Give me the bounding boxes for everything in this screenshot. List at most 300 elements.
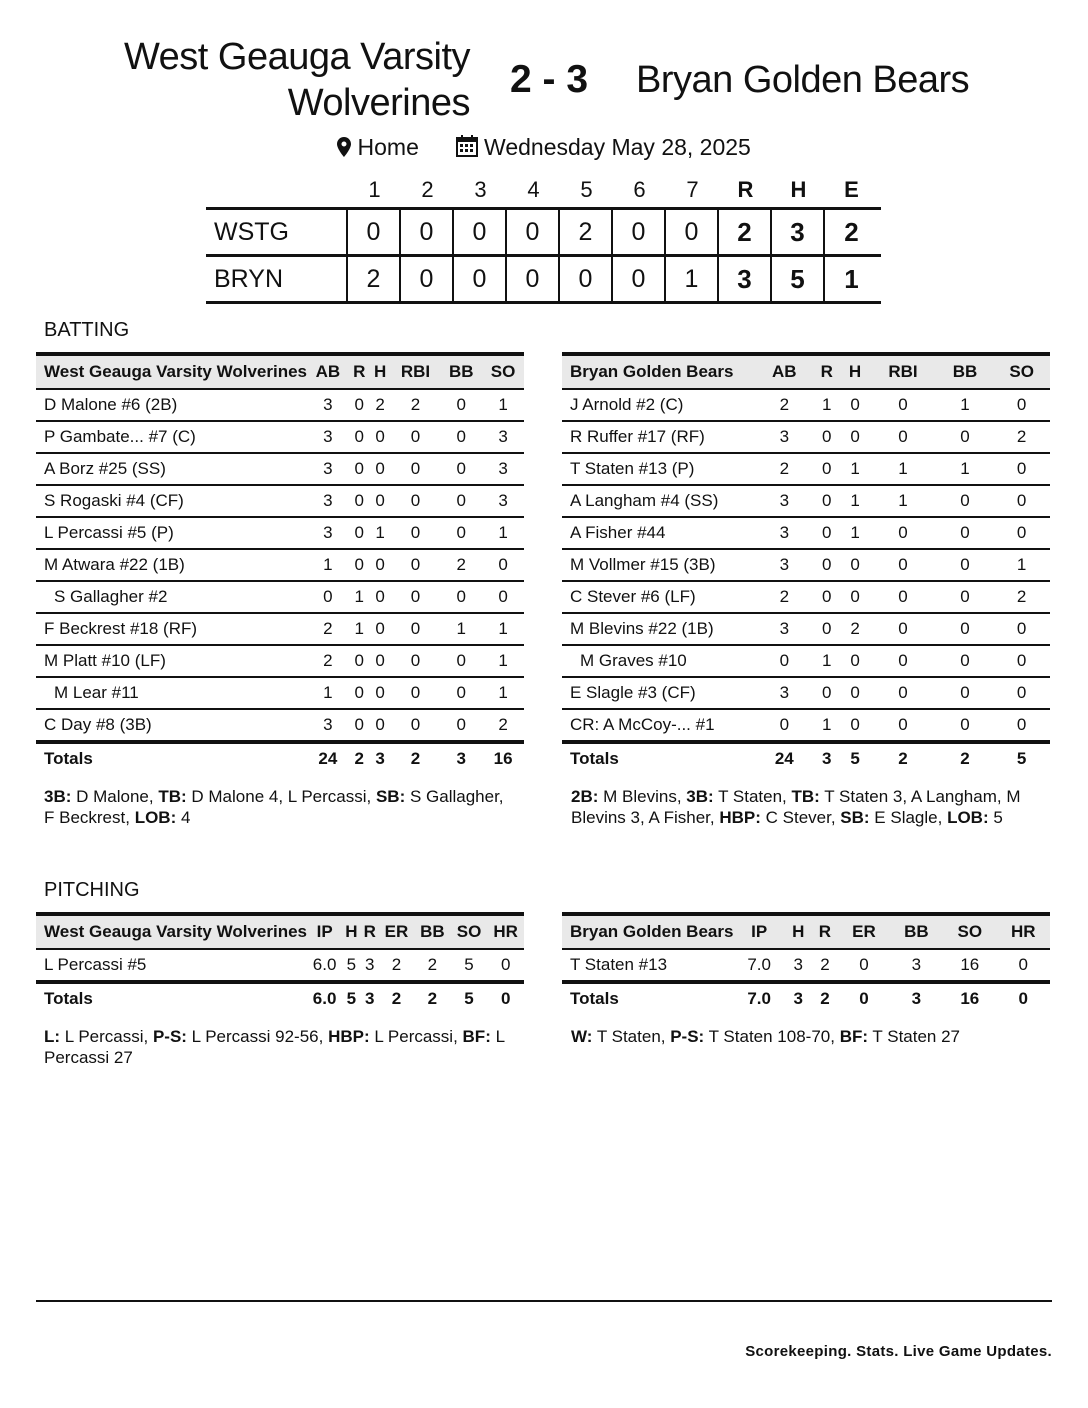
inning-runs: 0 (348, 210, 401, 254)
player-name: T Staten #13 (562, 949, 733, 982)
note-key: BF: (462, 1027, 491, 1046)
table-row (562, 581, 1050, 613)
stat-cell: 3 (307, 517, 349, 549)
total-stat-cell: 5 (451, 982, 488, 1014)
stat-column-header: RBI (391, 354, 441, 389)
total-stat-cell: 3 (370, 742, 391, 774)
inning-runs: 0 (401, 210, 454, 254)
player-name: M Graves #10 (562, 645, 756, 677)
stat-cell: 0 (993, 517, 1050, 549)
stat-cell: 0 (869, 549, 937, 581)
note-key: 2B: (571, 787, 599, 806)
table-row (36, 517, 524, 549)
stat-cell: 0 (349, 549, 370, 581)
stat-cell: 1 (482, 389, 524, 421)
table-header-row (562, 914, 1050, 949)
stat-cell: 3 (482, 453, 524, 485)
batting-notes-away (44, 786, 514, 828)
note-value: L Percassi, (369, 1027, 463, 1046)
stat-cell: 1 (349, 613, 370, 645)
inning-label: 6 (633, 177, 646, 202)
table-row (562, 645, 1050, 677)
stat-cell: 0 (841, 677, 869, 709)
stat-cell: 0 (869, 613, 937, 645)
table-row (562, 549, 1050, 581)
stat-cell: 0 (349, 421, 370, 453)
total-hits: 3 (772, 210, 825, 254)
player-name: D Malone #6 (2B) (36, 389, 307, 421)
stat-cell: 0 (349, 677, 370, 709)
stat-cell: 0 (482, 549, 524, 581)
inning-label: 5 (580, 177, 593, 202)
note-key: HBP: (719, 808, 761, 827)
stat-cell: 1 (841, 517, 869, 549)
stat-column-header: H (785, 914, 812, 949)
stat-column-header: ER (838, 914, 889, 949)
total-stat-cell: 5 (342, 982, 360, 1014)
total-errors: 1 (844, 263, 859, 294)
stat-cell: 3 (307, 389, 349, 421)
table-row (36, 677, 524, 709)
stat-cell: 0 (937, 581, 994, 613)
table-row (36, 549, 524, 581)
stat-column-header: R (349, 354, 370, 389)
stat-column-header: R (812, 914, 839, 949)
stat-cell: 0 (869, 421, 937, 453)
stat-cell: 0 (440, 581, 482, 613)
stat-cell: 3 (307, 709, 349, 742)
inning-label: 3 (474, 177, 487, 202)
stat-cell: 2 (414, 949, 451, 982)
note-key: SB: (375, 787, 406, 806)
total-stat-cell: 2 (379, 982, 414, 1014)
player-name: P Gambate... #7 (C) (36, 421, 307, 453)
player-name: R Ruffer #17 (RF) (562, 421, 756, 453)
table-row (36, 485, 524, 517)
note-value: T Staten, (713, 787, 792, 806)
stat-cell: 0 (391, 645, 441, 677)
inning-runs: 0 (507, 210, 560, 254)
table-row (562, 485, 1050, 517)
inning-label: 4 (527, 177, 540, 202)
stat-column-header: IP (307, 914, 342, 949)
stat-cell: 0 (993, 613, 1050, 645)
stat-cell: 2 (841, 613, 869, 645)
stat-cell: 1 (813, 389, 841, 421)
totals-row (36, 742, 524, 774)
player-name: A Fisher #44 (562, 517, 756, 549)
home-team-name: Bryan Golden Bears (636, 59, 970, 101)
total-stat-cell: 0 (487, 982, 524, 1014)
game-score: 2 - 3 (510, 58, 589, 101)
hits-label: H (790, 177, 807, 202)
stat-cell: 0 (937, 517, 994, 549)
totals-row (562, 982, 1050, 1014)
stat-column-header: SO (943, 914, 996, 949)
total-stat-cell: 0 (997, 982, 1050, 1014)
stat-cell: 0 (841, 389, 869, 421)
stat-cell: 0 (869, 645, 937, 677)
table-row (562, 517, 1050, 549)
line-score (206, 173, 881, 304)
totals-label: Totals (562, 742, 756, 774)
note-value: L Percassi 27 (44, 1027, 505, 1067)
stat-cell: 3 (756, 485, 813, 517)
stat-cell: 0 (349, 709, 370, 742)
stat-cell: 0 (440, 485, 482, 517)
line-score-header (206, 173, 881, 207)
inning-runs: 1 (666, 257, 719, 301)
stat-column-header: SO (993, 354, 1050, 389)
errors-label: E (844, 177, 859, 202)
runs-label: R (737, 177, 754, 202)
note-value: 4 (176, 808, 191, 827)
note-key: 3B: (44, 787, 72, 806)
stat-cell: 0 (841, 581, 869, 613)
stat-cell: 3 (482, 421, 524, 453)
stat-cell: 0 (440, 709, 482, 742)
table-row (36, 581, 524, 613)
note-value: D Malone 4, L Percassi, (186, 787, 376, 806)
stat-cell: 0 (349, 645, 370, 677)
total-stat-cell: 2 (937, 742, 994, 774)
stat-cell: 0 (993, 645, 1050, 677)
stat-cell: 3 (307, 421, 349, 453)
batting-table-home (562, 352, 1050, 774)
stat-cell: 0 (487, 949, 524, 982)
stat-cell: 1 (370, 517, 391, 549)
note-value: T Staten 108-70, (704, 1027, 840, 1046)
stat-cell: 0 (813, 421, 841, 453)
stat-cell: 3 (756, 421, 813, 453)
note-key: TB: (158, 787, 187, 806)
note-key: SB: (840, 808, 870, 827)
stat-cell: 0 (440, 453, 482, 485)
stat-cell: 0 (756, 709, 813, 742)
player-name: F Beckrest #18 (RF) (36, 613, 307, 645)
total-stat-cell: 2 (391, 742, 441, 774)
stat-cell: 2 (307, 613, 349, 645)
stat-cell: 0 (869, 581, 937, 613)
inning-runs: 0 (507, 257, 560, 301)
stat-cell: 0 (370, 485, 391, 517)
stat-cell: 1 (307, 677, 349, 709)
note-key: 3B: (686, 787, 714, 806)
total-stat-cell: 3 (813, 742, 841, 774)
note-value: E Slagle, (869, 808, 948, 827)
table-row (36, 613, 524, 645)
stat-cell: 0 (391, 549, 441, 581)
stat-cell: 1 (841, 485, 869, 517)
note-key: BF: (839, 1027, 869, 1046)
stat-cell: 1 (869, 453, 937, 485)
stat-cell: 0 (307, 581, 349, 613)
batting-table-away (36, 352, 524, 774)
inning-runs: 0 (613, 257, 666, 301)
stat-cell: 1 (482, 613, 524, 645)
stat-cell: 1 (813, 645, 841, 677)
total-stat-cell: 24 (307, 742, 349, 774)
stat-cell: 0 (391, 709, 441, 742)
stat-column-header: BB (890, 914, 943, 949)
stat-cell: 0 (937, 485, 994, 517)
pitching-table-home (562, 912, 1050, 1014)
note-key: TB: (791, 787, 820, 806)
player-name: C Stever #6 (LF) (562, 581, 756, 613)
note-value: T Staten 27 (868, 1027, 961, 1046)
stat-cell: 0 (391, 613, 441, 645)
total-stat-cell: 3 (361, 982, 379, 1014)
totals-label: Totals (36, 982, 307, 1014)
total-stat-cell: 2 (349, 742, 370, 774)
note-value: D Malone, (71, 787, 159, 806)
table-row (36, 389, 524, 421)
total-stat-cell: 24 (756, 742, 813, 774)
total-stat-cell: 7.0 (733, 982, 784, 1014)
stat-cell: 0 (838, 949, 889, 982)
stat-cell: 1 (440, 613, 482, 645)
pitching-notes-home (571, 1026, 1041, 1047)
stat-cell: 0 (370, 421, 391, 453)
player-name: S Gallagher #2 (36, 581, 307, 613)
stat-cell: 1 (869, 485, 937, 517)
stat-cell: 3 (756, 517, 813, 549)
stat-cell: 0 (370, 613, 391, 645)
note-key: LOB: (134, 808, 177, 827)
note-key: L: (44, 1027, 61, 1046)
note-value: C Stever, (760, 808, 841, 827)
stat-cell: 0 (937, 613, 994, 645)
stat-cell: 0 (391, 677, 441, 709)
stat-cell: 0 (370, 549, 391, 581)
total-stat-cell: 0 (838, 982, 889, 1014)
team-column-header: West Geauga Varsity Wolverines (36, 914, 307, 949)
table-row (562, 949, 1050, 982)
team-column-header: Bryan Golden Bears (562, 914, 733, 949)
batting-notes-home (571, 786, 1041, 828)
stat-cell: 3 (307, 485, 349, 517)
total-stat-cell: 3 (440, 742, 482, 774)
stat-cell: 0 (993, 677, 1050, 709)
stat-cell: 0 (440, 389, 482, 421)
player-name: A Borz #25 (SS) (36, 453, 307, 485)
stat-cell: 0 (841, 645, 869, 677)
table-header-row (36, 354, 524, 389)
table-header-row (36, 914, 524, 949)
stat-cell: 0 (391, 517, 441, 549)
stat-cell: 0 (349, 485, 370, 517)
inning-label: 2 (421, 177, 434, 202)
stat-cell: 1 (482, 645, 524, 677)
stat-column-header: SO (482, 354, 524, 389)
stat-cell: 0 (391, 485, 441, 517)
total-runs: 3 (719, 257, 772, 301)
stat-cell: 3 (361, 949, 379, 982)
stat-cell: 1 (993, 549, 1050, 581)
table-row (36, 709, 524, 742)
stat-cell: 0 (841, 549, 869, 581)
player-name: J Arnold #2 (C) (562, 389, 756, 421)
player-name: M Blevins #22 (1B) (562, 613, 756, 645)
stat-cell: 2 (756, 389, 813, 421)
player-name: L Percassi #5 (36, 949, 307, 982)
stat-cell: 6.0 (307, 949, 342, 982)
line-score-row-away (206, 207, 881, 254)
game-location: Home (357, 134, 419, 160)
stat-cell: 0 (349, 389, 370, 421)
stat-column-header: R (813, 354, 841, 389)
stat-cell: 2 (993, 421, 1050, 453)
total-runs: 2 (719, 210, 772, 254)
stat-column-header: AB (307, 354, 349, 389)
player-name: M Vollmer #15 (3B) (562, 549, 756, 581)
stat-cell: 0 (813, 581, 841, 613)
away-team-name: West Geauga Varsity Wolverines (123, 36, 470, 124)
stat-cell: 1 (937, 453, 994, 485)
stat-cell: 1 (307, 549, 349, 581)
stat-column-header: RBI (869, 354, 937, 389)
stat-column-header: R (361, 914, 379, 949)
player-name: E Slagle #3 (CF) (562, 677, 756, 709)
player-name: M Platt #10 (LF) (36, 645, 307, 677)
stat-cell: 3 (756, 677, 813, 709)
player-name: T Staten #13 (P) (562, 453, 756, 485)
table-row (562, 613, 1050, 645)
total-stat-cell: 3 (890, 982, 943, 1014)
stat-cell: 0 (997, 949, 1050, 982)
total-stat-cell: 2 (812, 982, 839, 1014)
table-row (562, 453, 1050, 485)
stat-cell: 0 (813, 517, 841, 549)
stat-column-header: BB (414, 914, 451, 949)
stat-column-header: ER (379, 914, 414, 949)
stat-cell: 0 (937, 645, 994, 677)
stat-cell: 0 (370, 709, 391, 742)
player-name: L Percassi #5 (P) (36, 517, 307, 549)
footer-divider (36, 1300, 1052, 1302)
stat-cell: 0 (391, 581, 441, 613)
table-row (562, 709, 1050, 742)
stat-column-header: AB (756, 354, 813, 389)
inning-label: 7 (686, 177, 699, 202)
batting-section-title: BATTING (44, 319, 130, 341)
stat-cell: 3 (482, 485, 524, 517)
stat-cell: 0 (869, 709, 937, 742)
player-name: C Day #8 (3B) (36, 709, 307, 742)
stat-cell: 0 (813, 613, 841, 645)
stat-cell: 1 (841, 453, 869, 485)
inning-runs: 2 (348, 257, 401, 301)
stat-cell: 0 (937, 677, 994, 709)
stat-cell: 0 (370, 677, 391, 709)
total-stat-cell: 2 (869, 742, 937, 774)
stat-cell: 2 (379, 949, 414, 982)
stat-column-header: HR (997, 914, 1050, 949)
table-row (562, 389, 1050, 421)
stat-cell: 0 (349, 453, 370, 485)
stat-cell: 0 (440, 517, 482, 549)
stat-column-header: BB (937, 354, 994, 389)
stat-cell: 1 (937, 389, 994, 421)
inning-label: 1 (368, 177, 381, 202)
line-score-row-home (206, 254, 881, 301)
stat-column-header: H (370, 354, 391, 389)
stat-cell: 2 (307, 645, 349, 677)
stat-cell: 1 (813, 709, 841, 742)
map-pin-icon (337, 134, 351, 164)
footer-tagline: Scorekeeping. Stats. Live Game Updates. (745, 1343, 1052, 1360)
stat-cell: 3 (785, 949, 812, 982)
stat-cell: 2 (812, 949, 839, 982)
team-column-header: Bryan Golden Bears (562, 354, 756, 389)
totals-row (562, 742, 1050, 774)
stat-cell: 0 (756, 645, 813, 677)
stat-column-header: SO (451, 914, 488, 949)
pitching-section-title: PITCHING (44, 879, 140, 901)
total-stat-cell: 5 (841, 742, 869, 774)
stat-column-header: H (342, 914, 360, 949)
stat-cell: 5 (451, 949, 488, 982)
stat-cell: 0 (370, 581, 391, 613)
player-name: M Atwara #22 (1B) (36, 549, 307, 581)
stat-cell: 2 (391, 389, 441, 421)
stat-cell: 0 (813, 549, 841, 581)
stat-cell: 3 (756, 613, 813, 645)
player-name: A Langham #4 (SS) (562, 485, 756, 517)
stat-cell: 3 (307, 453, 349, 485)
stat-cell: 0 (440, 677, 482, 709)
inning-runs: 0 (454, 257, 507, 301)
totals-row (36, 982, 524, 1014)
stat-cell: 0 (349, 517, 370, 549)
note-value: M Blevins, (598, 787, 687, 806)
stat-cell: 0 (440, 645, 482, 677)
stat-cell: 0 (937, 709, 994, 742)
table-row (36, 421, 524, 453)
note-value: T Staten, (592, 1027, 671, 1046)
total-stat-cell: 3 (785, 982, 812, 1014)
pitching-table-away (36, 912, 524, 1014)
stat-cell: 0 (993, 485, 1050, 517)
note-value: L Percassi 92-56, (186, 1027, 329, 1046)
table-row (36, 645, 524, 677)
stat-cell: 0 (370, 453, 391, 485)
stat-cell: 2 (440, 549, 482, 581)
inning-runs: 0 (666, 210, 719, 254)
stat-cell: 1 (482, 517, 524, 549)
team-abbr: BRYN (206, 257, 348, 301)
stat-cell: 1 (482, 677, 524, 709)
stat-cell: 0 (993, 453, 1050, 485)
stat-cell: 0 (813, 677, 841, 709)
stat-column-header: BB (440, 354, 482, 389)
team-column-header: West Geauga Varsity Wolverines (36, 354, 307, 389)
stat-cell: 2 (370, 389, 391, 421)
stat-column-header: H (841, 354, 869, 389)
stat-cell: 0 (993, 389, 1050, 421)
stat-cell: 2 (993, 581, 1050, 613)
table-row (562, 677, 1050, 709)
stat-cell: 2 (756, 453, 813, 485)
inning-runs: 2 (560, 210, 613, 254)
player-name: M Lear #11 (36, 677, 307, 709)
stat-cell: 2 (482, 709, 524, 742)
stat-cell: 0 (993, 709, 1050, 742)
stat-cell: 0 (482, 581, 524, 613)
inning-runs: 0 (613, 210, 666, 254)
stat-cell: 0 (841, 709, 869, 742)
total-stat-cell: 2 (414, 982, 451, 1014)
